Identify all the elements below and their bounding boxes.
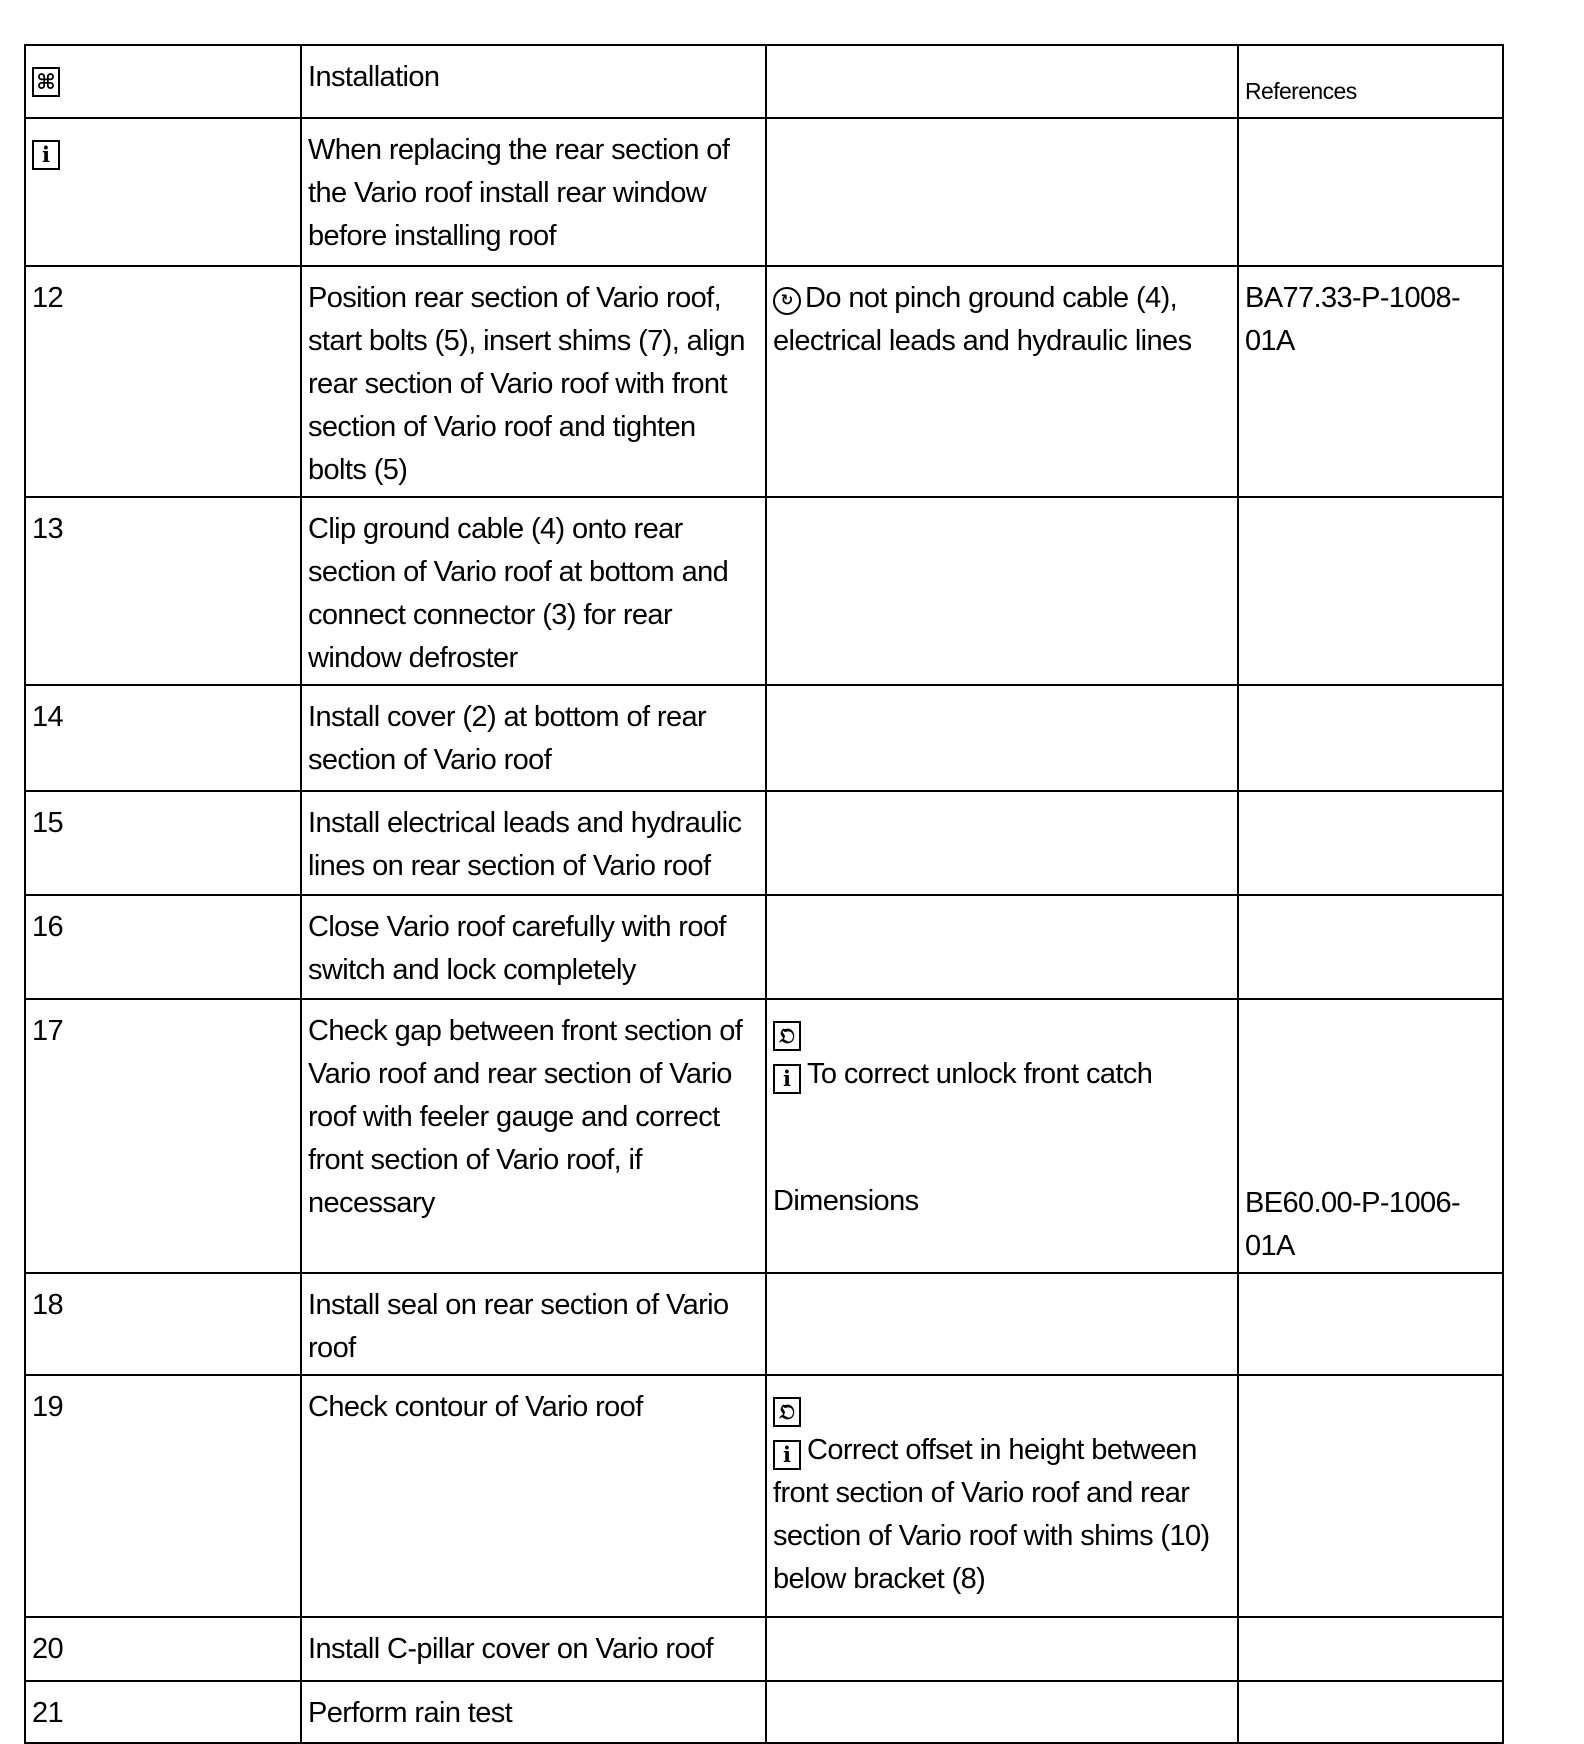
step-note: To correct unlock front catch [807,1058,1153,1090]
step-number: 18 [25,1273,301,1375]
header-blank [766,45,1238,118]
table-row [25,1273,1503,1375]
table-row [25,266,1503,497]
step-text: Install C-pillar cover on Vario roof [301,1617,766,1681]
step-number: 20 [25,1617,301,1681]
step-note-cell [766,1375,1238,1617]
tools-icon: ⌘ [32,67,60,97]
table-row [25,497,1503,685]
table-row-note [25,118,1503,266]
table-header-row [25,45,1503,118]
step-number: 21 [25,1681,301,1743]
info-icon: i [32,140,60,170]
step-note: Correct offset in height between front section of Vario roof and rear section of Vario roof with shims (10) below bracket (8) [773,1434,1210,1595]
procedure-sheet [24,44,1502,1744]
step-note: Do not pinch ground cable (4), electrical leads and hydraulic lines [773,282,1192,357]
info-icon: i [773,1064,801,1094]
table-row [25,1375,1503,1617]
step-reference: BE60.00-P-1006-01A [1245,1187,1461,1262]
step-text: Check gap between front section of Vario roof and rear section of Vario roof with feeler gauge and correct front section of Vario roof, if necessary [301,999,766,1273]
step-text: Clip ground cable (4) onto rear section of Vario roof at bottom and connect connector (3) for rear window defroster [301,497,766,685]
note-text: When replacing the rear section of the Vario roof install rear window before installing roof [301,118,766,266]
header-installation: Installation [301,45,766,118]
step-number: 12 [25,266,301,497]
table-row [25,1681,1503,1743]
header-icon-cell [25,45,301,118]
step-text: Check contour of Vario roof [301,1375,766,1617]
step-note-cell [766,266,1238,497]
step-number: 15 [25,791,301,895]
header-references-cell [1238,45,1503,118]
step-text: Position rear section of Vario roof, start bolts (5), insert shims (7), align rear section of Vario roof with front section of Vario roof and tighten bolts (5) [301,266,766,497]
step-number: 16 [25,895,301,999]
table-row [25,791,1503,895]
table-row [25,895,1503,999]
step-number: 13 [25,497,301,685]
header-references: References [1245,78,1357,104]
step-note-cell [766,999,1238,1273]
step-number: 17 [25,999,301,1273]
step-extra: Dimensions [773,1185,919,1217]
step-number: 14 [25,685,301,791]
step-text: Close Vario roof carefully with roof switch and lock completely [301,895,766,999]
caution-icon: ↻ [773,287,801,315]
step-text: Install seal on rear section of Vario roof [301,1273,766,1375]
step-reference: BA77.33-P-1008-01A [1238,266,1503,497]
step-text: Perform rain test [301,1681,766,1743]
installation-table [24,44,1504,1744]
step-reference-cell [1238,999,1503,1273]
note-icon-cell [25,118,301,266]
step-text: Install electrical leads and hydraulic lines on rear section of Vario roof [301,791,766,895]
inspection-icon: 𝔒 [773,1397,801,1427]
table-row [25,999,1503,1273]
inspection-icon: 𝔒 [773,1021,801,1051]
step-text: Install cover (2) at bottom of rear section of Vario roof [301,685,766,791]
info-icon: i [773,1440,801,1470]
table-row [25,685,1503,791]
step-number: 19 [25,1375,301,1617]
table-row [25,1617,1503,1681]
